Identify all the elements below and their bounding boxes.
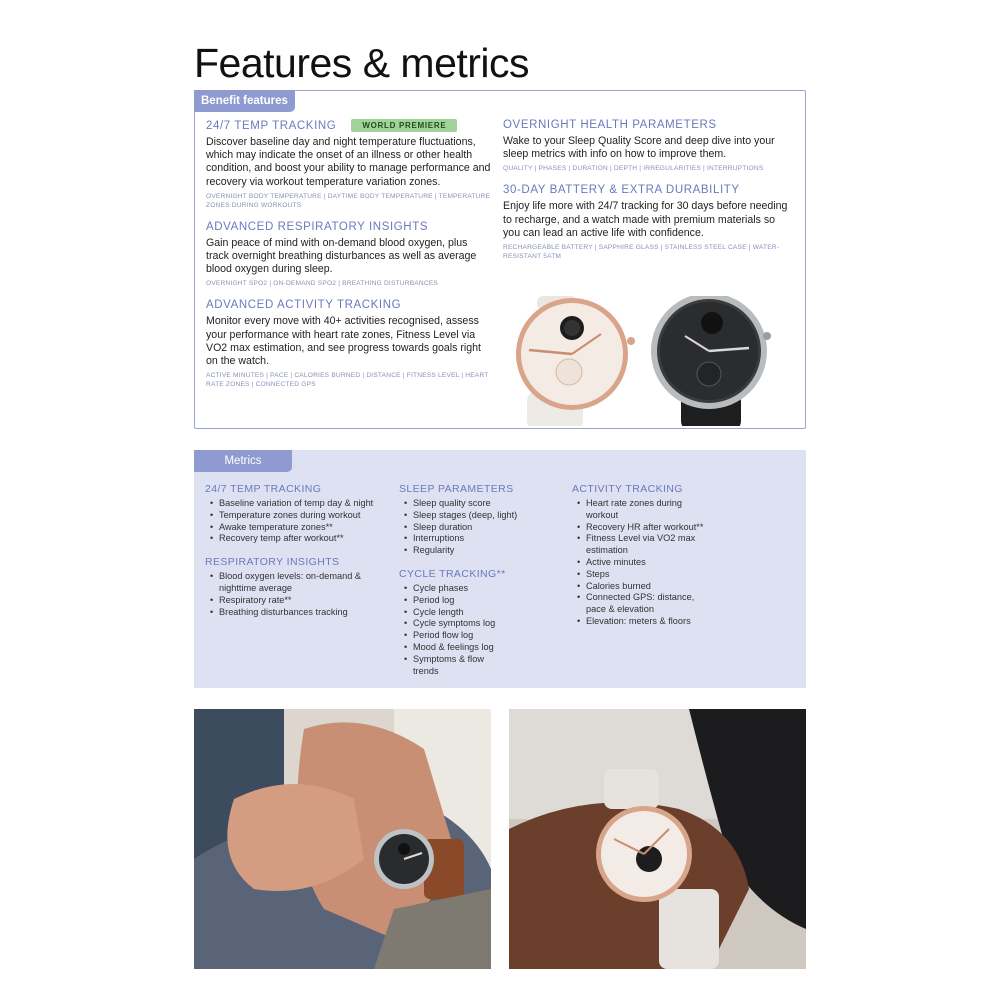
list-item: • Sleep quality score	[399, 498, 569, 510]
list-item: • Steps	[572, 569, 707, 581]
section-body: Gain peace of mind with on-demand blood oxygen, plus track overnight breathing disturbances as well as average blood oxygen during sleep.	[206, 236, 477, 276]
benefit-features-panel	[194, 90, 806, 429]
list-item: • Regularity	[399, 545, 569, 557]
metrics-column-3	[572, 483, 722, 639]
list-item: • Fitness Level via VO2 max estimation	[572, 533, 707, 557]
section-heading	[206, 119, 491, 132]
metrics-group-heading: CYCLE TRACKING**	[399, 567, 506, 580]
list-item: • Connected GPS: distance, pace & elevation	[572, 592, 707, 616]
wrist-dark-watch-icon	[194, 709, 491, 969]
section-tags: RECHARGEABLE BATTERY | SAPPHIRE GLASS | STAINLESS STEEL CASE | WATER-RESISTANT 5ATM	[503, 244, 780, 261]
list-item: • Sleep duration	[399, 522, 569, 534]
metrics-tab: Metrics	[194, 450, 292, 472]
lifestyle-photo-dark-watch	[194, 709, 491, 969]
list-item: • Elevation: meters & floors	[572, 616, 707, 628]
list-item: • Blood oxygen levels: on-demand & nighttime average	[205, 571, 390, 595]
lifestyle-photo-rose-gold-watch	[509, 709, 806, 969]
list-item: • Recovery HR after workout**	[572, 522, 707, 534]
benefit-right-column	[503, 119, 795, 272]
list-item: • Interruptions	[399, 533, 569, 545]
wrist-rose-gold-watch-icon	[509, 709, 806, 969]
list-item: • Sleep stages (deep, light)	[399, 510, 569, 522]
section-body: Enjoy life more with 24/7 tracking for 30 days before needing to recharge, and a watch made with premium materials so you can lead an active life with confidence.	[503, 200, 788, 239]
metrics-group-heading: 24/7 TEMP TRACKING	[205, 483, 322, 495]
list-item: • Cycle phases	[399, 583, 509, 595]
list-item: • Breathing disturbances tracking	[205, 607, 390, 619]
section-body: Wake to your Sleep Quality Score and deep dive into your sleep metrics with info on how to improve them.	[503, 135, 775, 161]
benefit-left-column	[206, 119, 491, 400]
page-title: Features & metrics	[194, 40, 530, 86]
list-item: • Mood & feelings log	[399, 642, 509, 654]
metrics-group-heading: SLEEP PARAMETERS	[399, 483, 514, 495]
list-item: • Recovery temp after workout**	[205, 533, 390, 545]
watch-product-illustration	[509, 296, 794, 426]
list-item: • Period flow log	[399, 630, 509, 642]
list-item: • Temperature zones during workout	[205, 510, 390, 522]
section-tags: QUALITY | PHASES | DURATION | DEPTH | IRREGULARITIES | INTERRUPTIONS	[503, 165, 764, 173]
section-heading-text: 24/7 TEMP TRACKING	[206, 119, 337, 132]
list-item: • Active minutes	[572, 557, 707, 569]
section-body: Discover baseline day and night temperature fluctuations, which may indicate the onset of an illness or other health condition, and boost your ability to manage performance and recovery via workout temperature variation zones.	[206, 136, 491, 188]
list-item: • Calories burned	[572, 581, 707, 593]
list-item: • Awake temperature zones**	[205, 522, 390, 534]
metrics-list	[205, 571, 390, 618]
section-heading: 30-DAY BATTERY & EXTRA DURABILITY	[503, 184, 740, 197]
metrics-list	[205, 498, 390, 545]
metrics-column-2	[399, 483, 569, 688]
list-item: • Baseline variation of temp day & night	[205, 498, 390, 510]
benefit-features-tab: Benefit features	[194, 90, 295, 112]
list-item: • Period log	[399, 595, 509, 607]
metrics-list	[399, 498, 569, 557]
metrics-list	[572, 498, 707, 628]
section-body: Monitor every move with 40+ activities recognised, assess your performance with heart rate zones, Fitness Level via VO2 max estimation, and see progress towards goals right on the watch.	[206, 315, 481, 368]
section-tags: OVERNIGHT BODY TEMPERATURE | DAYTIME BODY TEMPERATURE | TEMPERATURE ZONES DURING WORKOUTS	[206, 192, 491, 209]
section-tags: OVERNIGHT SPO2 | ON-DEMAND SPO2 | BREATHING DISTURBANCES	[206, 280, 439, 288]
section-heading: OVERNIGHT HEALTH PARAMETERS	[503, 119, 717, 131]
metrics-list	[399, 583, 509, 677]
metrics-panel	[194, 450, 806, 688]
section-heading: ADVANCED ACTIVITY TRACKING	[206, 299, 402, 312]
metrics-group-heading: RESPIRATORY INSIGHTS	[205, 556, 340, 569]
list-item: • Symptoms & flow trends	[399, 654, 509, 678]
list-item: • Respiratory rate**	[205, 595, 390, 607]
section-heading: ADVANCED RESPIRATORY INSIGHTS	[206, 220, 429, 233]
list-item: • Heart rate zones during workout	[572, 498, 707, 522]
metrics-column-1	[205, 483, 390, 629]
list-item: • Cycle length	[399, 607, 509, 619]
list-item: • Cycle symptoms log	[399, 618, 509, 630]
metrics-group-heading: ACTIVITY TRACKING	[572, 483, 683, 495]
world-premiere-badge: WORLD PREMIERE	[351, 119, 457, 132]
watches-icon	[509, 296, 794, 426]
section-tags: ACTIVE MINUTES | PACE | CALORIES BURNED | DISTANCE | FITNESS LEVEL | HEART RATE ZONES | CONNECTED GPS	[206, 372, 489, 389]
